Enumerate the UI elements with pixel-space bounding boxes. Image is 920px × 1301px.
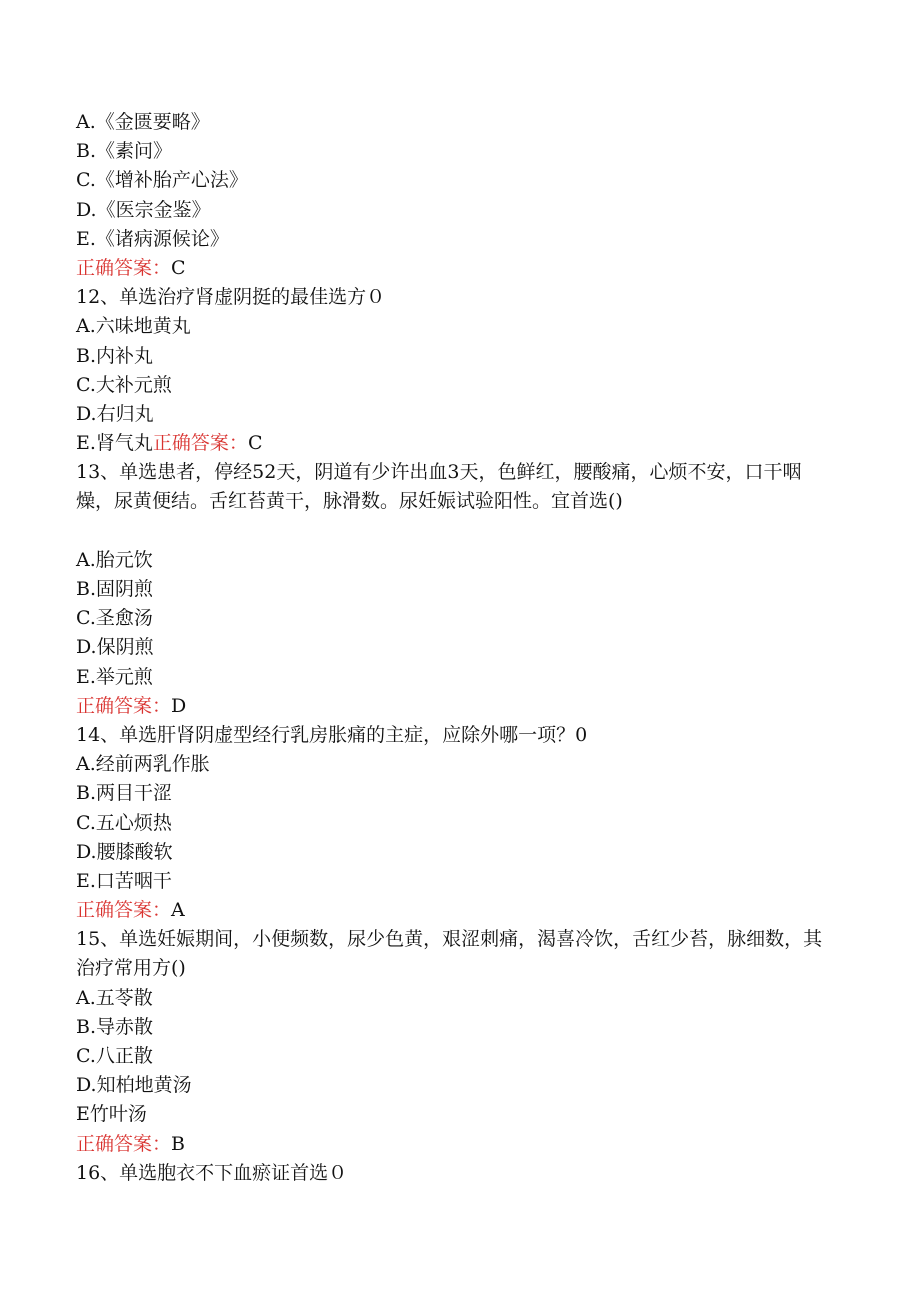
answer-label: 正确答案：: [76, 1132, 172, 1155]
option-e: E.举元煎: [76, 665, 153, 688]
answer-line: [76, 1130, 836, 1159]
option-d: D.腰膝酸软: [76, 840, 173, 863]
answer-label: 正确答案：: [76, 899, 172, 922]
answer-value: D: [171, 694, 187, 717]
answer-value: A: [171, 899, 185, 922]
option-a: A.经前两乳作胀: [76, 753, 210, 776]
option-d: D.《医宗金鉴》: [76, 198, 211, 221]
answer-line: [76, 896, 836, 925]
option-d: D.右归丸: [76, 402, 154, 425]
answer-value: B: [171, 1132, 185, 1155]
option-b: B.《素问》: [76, 140, 173, 163]
answer-label: 正确答案：: [152, 432, 248, 455]
option-b: B.内补丸: [76, 344, 154, 367]
option-e: E.口苦咽干: [76, 869, 172, 892]
option-c: C.八正散: [76, 1045, 153, 1068]
option-d: D.保阴煎: [76, 636, 154, 659]
question-stem: 12、单选治疗肾虚阴挺的最佳选方０: [76, 286, 386, 309]
option-e: E.肾气丸: [76, 432, 153, 455]
option-a: A.胎元饮: [76, 548, 153, 571]
option-a: A.六味地黄丸: [76, 315, 191, 338]
option-e: E竹叶汤: [76, 1103, 147, 1126]
answer-line: [76, 254, 836, 283]
option-c: C.大补元煎: [76, 373, 172, 396]
option-b: B.导赤散: [76, 1015, 154, 1038]
option-c: C.圣愈汤: [76, 607, 153, 630]
option-c: C.《增补胎产心法》: [76, 169, 248, 192]
question-stem: 13、单选患者，停经52天，阴道有少许出血3天，色鲜红，腰酸痛，心烦不安，口干咽燥，尿黄便结。舌红苔黄干，脉滑数。尿妊娠试验阳性。宜首选(): [76, 461, 802, 513]
question-stem: 16、单选胞衣不下血瘀证首选０: [76, 1161, 348, 1184]
option-b: B.固阴煎: [76, 578, 154, 601]
option-b: B.两目干涩: [76, 782, 173, 805]
answer-label: 正确答案：: [76, 694, 172, 717]
answer-label: 正确答案：: [76, 256, 172, 279]
option-c: C.五心烦热: [76, 811, 172, 834]
answer-line: [76, 692, 836, 721]
option-a: A.《金匮要略》: [76, 111, 210, 133]
option-e-with-answer: [76, 429, 836, 458]
answer-value: C: [171, 256, 186, 279]
option-e: E.《诸病源候论》: [76, 227, 229, 250]
option-a: A.五苓散: [76, 986, 153, 1009]
question-stem: 14、单选肝肾阴虚型经行乳房胀痛的主症，应除外哪一项？0: [76, 723, 588, 746]
question-stem: 15、单选妊娠期间，小便频数，尿少色黄，艰涩刺痛，渴喜冷饮，舌红少苔，脉细数，其治疗常用方(): [76, 928, 823, 980]
answer-value: C: [247, 432, 263, 455]
option-d: D.知柏地黄汤: [76, 1074, 192, 1097]
document-page: [76, 108, 836, 1188]
